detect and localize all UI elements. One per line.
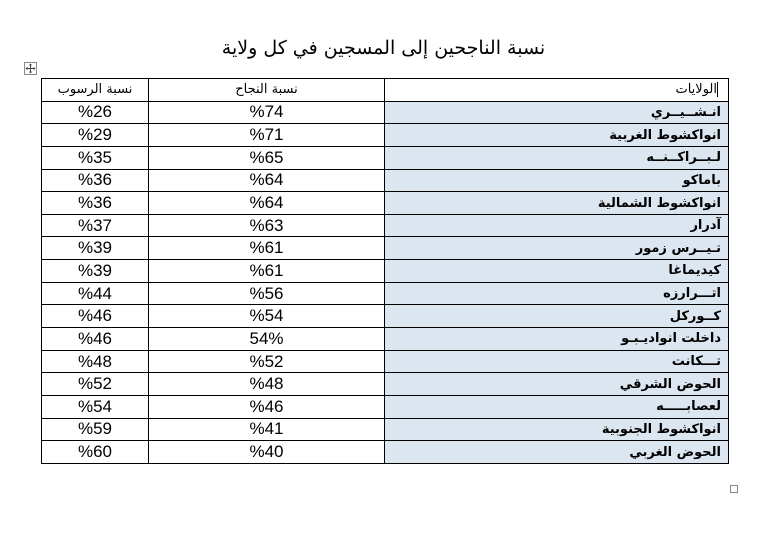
table-row — [42, 169, 729, 192]
pass-rate-cell: %64 — [149, 169, 385, 192]
table-header-row — [42, 79, 729, 102]
header-pass-rate: نسبة النجاح — [149, 79, 385, 102]
fail-rate-cell: %36 — [42, 169, 149, 192]
fail-rate-cell: %59 — [42, 418, 149, 441]
table-row — [42, 146, 729, 169]
document-title: نسبة الناجحين إلى المسجين في كل ولاية — [221, 37, 546, 59]
state-name-cell: كــوركل — [385, 305, 729, 328]
results-table — [41, 78, 729, 464]
state-name-cell: انواكشوط الجنوبية — [385, 418, 729, 441]
table-row — [42, 124, 729, 147]
state-name-cell: انواكشوط الغربية — [385, 124, 729, 147]
pass-rate-cell: %74 — [149, 101, 385, 124]
state-name-cell: اتـــرارزه — [385, 282, 729, 305]
table-row — [42, 418, 729, 441]
pass-rate-cell: %61 — [149, 237, 385, 260]
pass-rate-cell: %41 — [149, 418, 385, 441]
pass-rate-cell: %63 — [149, 214, 385, 237]
state-name-cell: داخلت انواديـبـو — [385, 328, 729, 351]
state-name-cell: لـبــراكــنــه — [385, 146, 729, 169]
table-resize-handle-icon[interactable] — [730, 485, 738, 493]
state-name-cell: لعصابـــــه — [385, 395, 729, 418]
pass-rate-cell: %40 — [149, 441, 385, 464]
pass-rate-cell: %61 — [149, 260, 385, 283]
pass-rate-cell: 54% — [149, 328, 385, 351]
table-move-handle-icon[interactable] — [24, 62, 37, 75]
pass-rate-cell: %65 — [149, 146, 385, 169]
table-row — [42, 282, 729, 305]
table-row — [42, 260, 729, 283]
fail-rate-cell: %36 — [42, 192, 149, 215]
pass-rate-cell: %64 — [149, 192, 385, 215]
fail-rate-cell: %54 — [42, 395, 149, 418]
table-row — [42, 350, 729, 373]
table-row — [42, 305, 729, 328]
text-cursor — [717, 82, 718, 97]
table-row — [42, 214, 729, 237]
fail-rate-cell: %60 — [42, 441, 149, 464]
fail-rate-cell: %39 — [42, 237, 149, 260]
fail-rate-cell: %37 — [42, 214, 149, 237]
table-row — [42, 395, 729, 418]
pass-rate-cell: %46 — [149, 395, 385, 418]
fail-rate-cell: %29 — [42, 124, 149, 147]
pass-rate-cell: %48 — [149, 373, 385, 396]
pass-rate-cell: %52 — [149, 350, 385, 373]
state-name-cell: انـشــيــري — [385, 101, 729, 124]
fail-rate-cell: %26 — [42, 101, 149, 124]
header-states — [385, 79, 729, 102]
fail-rate-cell: %52 — [42, 373, 149, 396]
table-row — [42, 237, 729, 260]
fail-rate-cell: %39 — [42, 260, 149, 283]
state-name-cell: كيديماغا — [385, 260, 729, 283]
table-row — [42, 101, 729, 124]
fail-rate-cell: %46 — [42, 305, 149, 328]
header-fail-rate: نسبة الرسوب — [42, 79, 149, 102]
state-name-cell: الحوض الغربي — [385, 441, 729, 464]
state-name-cell: آدرار — [385, 214, 729, 237]
pass-rate-cell: %54 — [149, 305, 385, 328]
pass-rate-cell: %71 — [149, 124, 385, 147]
state-name-cell: انواكشوط الشمالية — [385, 192, 729, 215]
header-states-label: الولايات — [675, 82, 717, 98]
table-row — [42, 328, 729, 351]
table-row — [42, 192, 729, 215]
pass-rate-cell: %56 — [149, 282, 385, 305]
table-row — [42, 373, 729, 396]
fail-rate-cell: %46 — [42, 328, 149, 351]
state-name-cell: تـيــرس زمور — [385, 237, 729, 260]
fail-rate-cell: %44 — [42, 282, 149, 305]
state-name-cell: الحوض الشرقي — [385, 373, 729, 396]
state-name-cell: باماكو — [385, 169, 729, 192]
fail-rate-cell: %48 — [42, 350, 149, 373]
state-name-cell: تـــكانت — [385, 350, 729, 373]
fail-rate-cell: %35 — [42, 146, 149, 169]
table-row — [42, 441, 729, 464]
